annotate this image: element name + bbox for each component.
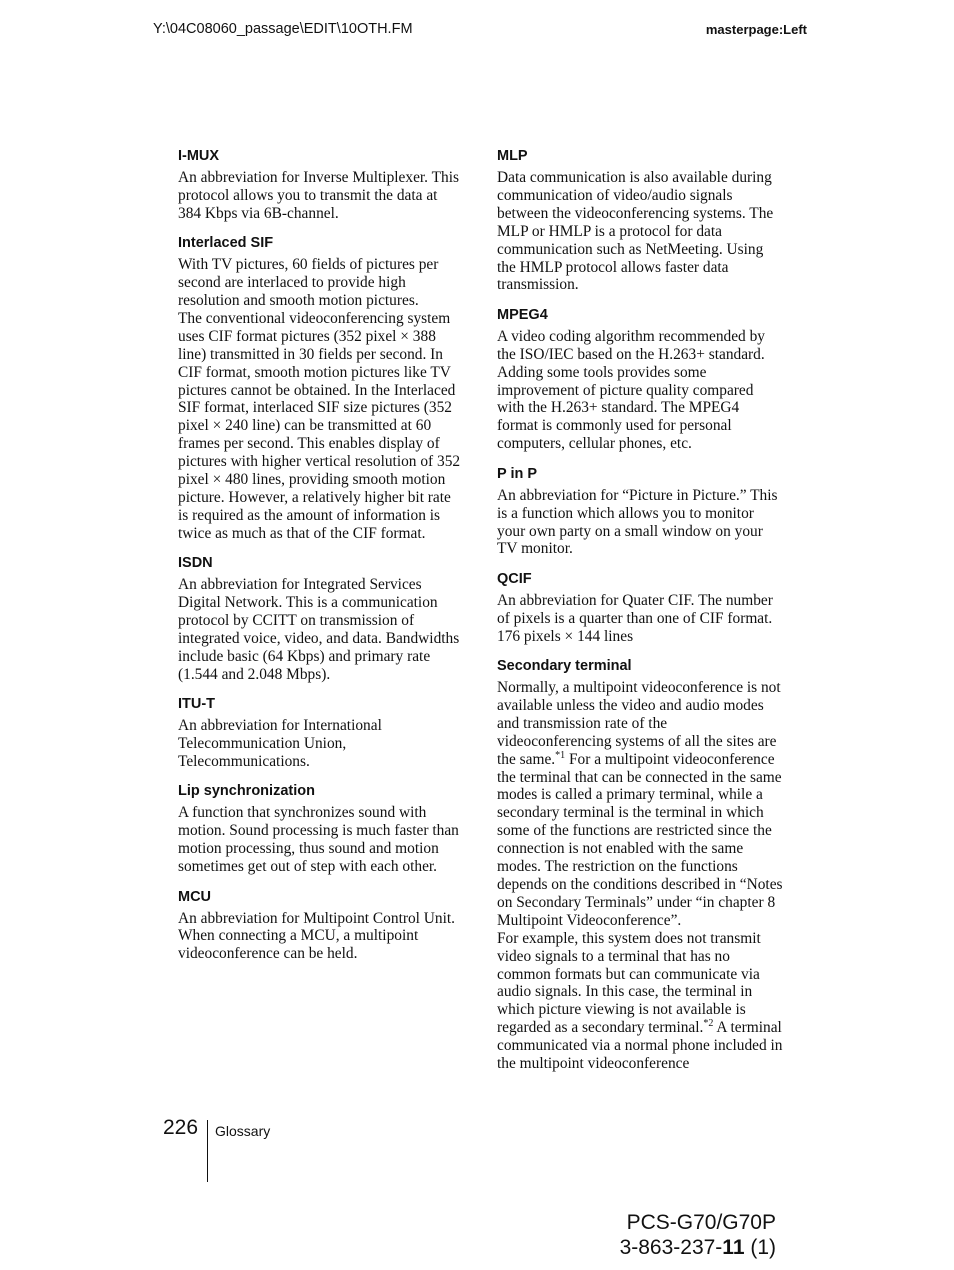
glossary-entry	[178, 889, 464, 964]
glossary-definition: An abbreviation for International Telecommunication Union, Telecommunications.	[178, 717, 382, 770]
glossary-term: Secondary terminal	[497, 658, 632, 675]
glossary-entry	[497, 307, 783, 453]
definition-text: Normally, a multipoint videoconference is not available unless the video and audio modes and transmission rate of the videoconferencing systems of all the sites are the same.	[497, 679, 781, 768]
glossary-definition: A video coding algorithm recommended by the ISO/IEC based on the H.263+ standard. Adding some tools provides some improvement of picture quality compared with the H.263+ standard. The MPEG4 format is commonly used for personal computers, cellular phones, etc.	[497, 327, 765, 453]
glossary-definition: 176 pixels × 144 lines	[497, 627, 634, 645]
glossary-entry	[178, 696, 464, 771]
glossary-right-column	[497, 148, 783, 1085]
glossary-entry	[178, 235, 464, 543]
glossary-definition	[497, 679, 783, 930]
part-code	[620, 1235, 776, 1260]
glossary-term: QCIF	[497, 570, 532, 587]
model-info	[620, 1210, 776, 1260]
glossary-entry	[178, 555, 464, 683]
definition-text: A terminal communicated via a normal phone included in the multipoint videoconference	[497, 1019, 783, 1073]
footer-divider	[207, 1120, 208, 1182]
glossary-definition: An abbreviation for Quater CIF. The number of pixels is a quarter than one of CIF format.	[497, 591, 773, 627]
glossary-entry	[178, 148, 464, 223]
glossary-term: MLP	[497, 148, 528, 164]
glossary-entry	[497, 571, 783, 646]
glossary-term: MPEG4	[497, 306, 548, 323]
definition-text: For example, this system does not transmit video signals to a terminal that has no common formats but can communicate via audio signals. In this case, the terminal in which picture viewing is not available is regarded as a secondary terminal.	[497, 929, 761, 1037]
footnote-marker-2: *2	[703, 1018, 714, 1030]
part-code-revision: 11	[722, 1236, 745, 1259]
glossary-definition: With TV pictures, 60 fields of pictures per second are interlaced to provide high resolution and smooth motion pictures.	[178, 256, 439, 310]
model-number: PCS-G70/G70P	[626, 1211, 776, 1234]
file-path-header: Y:\04C08060_passage\EDIT\10OTH.FM	[153, 21, 413, 37]
glossary-left-column	[178, 148, 464, 976]
glossary-entry	[497, 466, 783, 559]
glossary-definition: The conventional videoconferencing system uses CIF format pictures (352 pixel × 388 line) transmitted in 30 fields per second. In CIF format, smooth motion pictures like TV pictures cannot be obtained. In the Interlaced SIF format, interlaced SIF size pictures (352 pixel × 240 line) can be transmitted at 60 frames per second. This enables display of pictures with higher vertical resolution of 352 pixel × 480 lines, providing smooth motion picture. However, a relatively higher bit rate is required as the amount of information is twice as much as that of the CIF format.	[178, 309, 461, 542]
glossary-definition: A function that synchronizes sound with motion. Sound processing is much faster than motion processing, thus sound and motion sometimes get out of step with each other.	[178, 804, 459, 876]
glossary-definition: Data communication is also available during communication of video/audio signals between the videoconferencing systems. The MLP or HMLP is a protocol for data communication such as NetMeeting. Using the HMLP protocol allows faster data transmission.	[497, 169, 774, 294]
glossary-term: ISDN	[178, 555, 213, 572]
glossary-term: P in P	[497, 465, 538, 482]
glossary-term: Interlaced SIF	[178, 235, 274, 252]
glossary-entry-secondary-terminal	[497, 658, 783, 1073]
glossary-definition: An abbreviation for Multipoint Control Unit. When connecting a MCU, a multipoint videoconference can be held.	[178, 909, 456, 963]
glossary-definition	[497, 930, 783, 1073]
page-number: 226	[163, 1116, 199, 1139]
part-code-prefix: 3-863-237-	[619, 1236, 723, 1259]
glossary-definition: An abbreviation for Integrated Services Digital Network. This is a communication protocol by CCITT on transmission of integrated voice, video, and data. Bandwidths include basic (64 Kbps) and primary rate (1.544 and 2.048 Mbps).	[178, 576, 460, 683]
glossary-term: I-MUX	[178, 148, 220, 164]
glossary-term: ITU-T	[178, 696, 216, 713]
right-column-entries	[497, 148, 783, 646]
glossary-entry	[178, 783, 464, 876]
glossary-entry	[497, 148, 783, 294]
glossary-definition: An abbreviation for “Picture in Picture.” This is a function which allows you to monitor your own party on a small window on your TV monitor.	[497, 486, 778, 558]
glossary-term: Lip synchronization	[178, 783, 315, 800]
glossary-definition: An abbreviation for Inverse Multiplexer. This protocol allows you to transmit the data at 384 Kbps via 6B-channel.	[178, 169, 459, 222]
footnote-marker-1: *1	[555, 749, 566, 761]
section-name: Glossary	[215, 1123, 271, 1139]
masterpage-label: masterpage:Left	[705, 22, 807, 37]
definition-text: For a multipoint videoconference the terminal that can be connected in the same modes is called a primary terminal, while a secondary terminal is the terminal in which some of the functions are restricted since the connection is not enabled with the same modes. The restriction on the functions depends on the conditions described in “Notes on Secondary Terminals” under “in chapter 8 Multipoint Videoconference”.	[497, 750, 783, 929]
glossary-term: MCU	[178, 888, 212, 905]
part-code-suffix: (1)	[744, 1236, 776, 1259]
